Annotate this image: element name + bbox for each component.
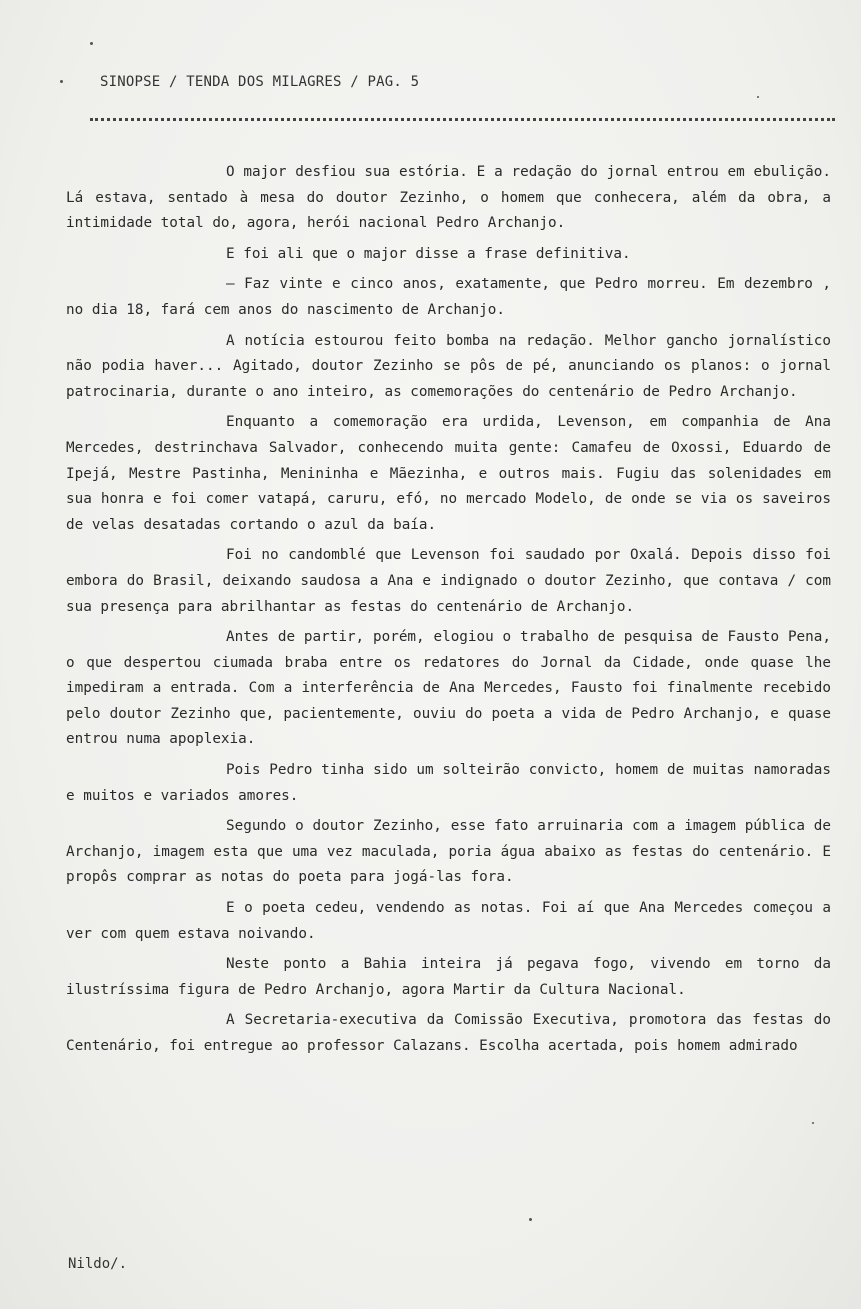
paper-speck bbox=[757, 96, 759, 98]
paper-speck bbox=[90, 42, 93, 45]
paragraph: O major desfiou sua estória. E a redação do jornal entrou em ebulição. Lá estava, sentado à mesa do doutor Zezinho, o homem que conhecera, além da obra, a intimidade total do, agora, herói nacional Pedro Archanjo. bbox=[66, 164, 831, 232]
signature: Nildo/. bbox=[68, 1256, 128, 1272]
paragraph: A notícia estourou feito bomba na redação. Melhor gancho jornalístico não podia haver... Agitado, doutor Zezinho se pôs de pé, anunciando os planos: o jornal patrocinaria, durante o ano inteiro, as comemorações do centenário de Pedro Archanjo. bbox=[66, 332, 831, 400]
dotted-divider bbox=[90, 110, 835, 121]
paragraph: – Faz vinte e cinco anos, exatamente, que Pedro morreu. Em dezembro , no dia 18, fará cem anos do nascimento de Archanjo. bbox=[66, 276, 831, 318]
paragraph: E foi ali que o major disse a frase definitiva. bbox=[226, 245, 631, 262]
body-text bbox=[66, 160, 831, 1065]
paper-speck bbox=[60, 80, 63, 83]
paragraph: Enquanto a comemoração era urdida, Levenson, em companhia de Ana Mercedes, destrinchava Salvador, conhecendo muita gente: Camafeu de Oxossi, Eduardo de Ipejá, Mestre Pastinha, Menininha e Mãezinha, e outros mais. Fugiu das solenidades em sua honra e foi comer vatapá, caruru, efó, no mercado Modelo, de onde se via os saveiros de velas desatadas cortando o azul da baía. bbox=[66, 414, 831, 533]
paragraph: Foi no candomblé que Levenson foi saudado por Oxalá. Depois disso foi embora do Brasil, deixando saudosa a Ana e indignado o doutor Zezinho, que contava / com sua presença para abrilhantar as festas do centenário de Archanjo. bbox=[66, 547, 831, 615]
paragraph: Segundo o doutor Zezinho, esse fato arruinaria com a imagem pública de Archanjo, imagem esta que uma vez maculada, poria água abaixo as festas do centenário. E propôs comprar as notas do poeta para jogá-las fora. bbox=[66, 818, 831, 886]
paper-speck bbox=[812, 1122, 814, 1124]
paragraph: Neste ponto a Bahia inteira já pegava fogo, vivendo em torno da ilustríssima figura de Pedro Archanjo, agora Martir da Cultura Nacional. bbox=[66, 956, 831, 998]
paragraph: Antes de partir, porém, elogiou o trabalho de pesquisa de Fausto Pena, o que despertou ciumada braba entre os redatores do Jornal da Cidade, onde quase lhe impediram a entrada. Com a interferência de Ana Mercedes, Fausto foi finalmente recebido pelo doutor Zezinho que, pacientemente, ouviu do poeta a vida de Pedro Archanjo, e quase entrou numa apoplexia. bbox=[66, 629, 831, 748]
page-header: SINOPSE / TENDA DOS MILAGRES / PAG. 5 bbox=[100, 74, 420, 90]
paragraph: A Secretaria-executiva da Comissão Executiva, promotora das festas do Centenário, foi entregue ao professor Calazans. Escolha acertada, pois homem admirado bbox=[66, 1012, 831, 1054]
paragraph: E o poeta cedeu, vendendo as notas. Foi aí que Ana Mercedes começou a ver com quem estava noivando. bbox=[66, 900, 831, 942]
paragraph: Pois Pedro tinha sido um solteirão convicto, homem de muitas namoradas e muitos e variados amores. bbox=[66, 762, 831, 804]
paper-speck bbox=[529, 1218, 532, 1221]
